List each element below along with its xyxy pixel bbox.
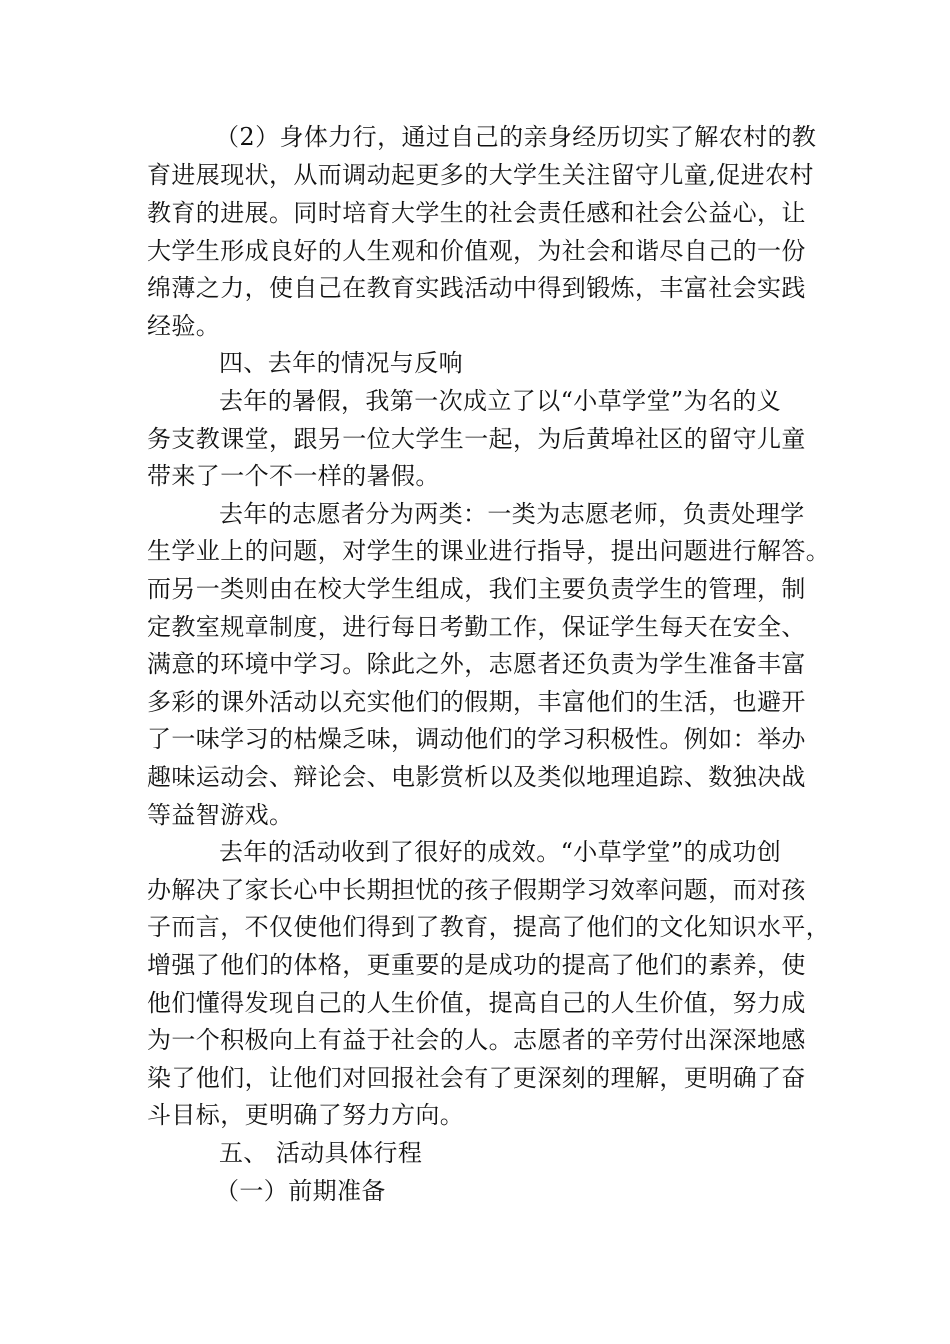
text-line: 为一个积极向上有益于社会的人。志愿者的辛劳付出深深地感 bbox=[147, 1026, 806, 1054]
text-line: 去年的暑假，我第一次成立了以“小草学堂”为名的义 bbox=[219, 387, 782, 415]
text-line: 绵薄之力，使自己在教育实践活动中得到锻炼，丰富社会实践 bbox=[147, 274, 806, 302]
text-line: 斗目标，更明确了努力方向。 bbox=[147, 1101, 465, 1129]
text-line: 育进展现状，从而调动起更多的大学生关注留守儿童,促进农村 bbox=[147, 161, 814, 189]
text-line: 他们懂得发现自己的人生价值，提高自己的人生价值，努力成 bbox=[147, 989, 806, 1017]
text-line: 多彩的课外活动以充实他们的假期，丰富他们的生活，也避开 bbox=[147, 688, 806, 716]
text-line: 生学业上的问题，对学生的课业进行指导，提出问题进行解答。 bbox=[147, 537, 831, 565]
text-line: 办解决了家长心中长期担忧的孩子假期学习效率问题，而对孩 bbox=[147, 876, 806, 904]
text-line: 去年的志愿者分为两类：一类为志愿老师，负责处理学 bbox=[219, 500, 805, 528]
text-line: 子而言，不仅使他们得到了教育，提高了他们的文化知识水平， bbox=[147, 913, 831, 941]
text-line: 大学生形成良好的人生观和价值观，为社会和谐尽自己的一份 bbox=[147, 237, 806, 265]
subsection-heading: （一）前期准备 bbox=[215, 1177, 386, 1205]
text-line: 而另一类则由在校大学生组成，我们主要负责学生的管理，制 bbox=[147, 575, 806, 603]
section-heading: 四、去年的情况与反响 bbox=[219, 349, 463, 377]
text-line: 趣味运动会、辩论会、电影赏析以及类似地理追踪、数独决战 bbox=[147, 763, 806, 791]
text-line: 满意的环境中学习。除此之外，志愿者还负责为学生准备丰富 bbox=[147, 650, 806, 678]
text-line: 定教室规章制度，进行每日考勤工作，保证学生每天在安全、 bbox=[147, 613, 806, 641]
text-line: （2）身体力行，通过自己的亲身经历切实了解农村的教 bbox=[215, 123, 817, 151]
text-line: 去年的活动收到了很好的成效。“小草学堂”的成功创 bbox=[219, 838, 782, 866]
text-line: 带来了一个不一样的暑假。 bbox=[147, 462, 440, 490]
text-line: 了一味学习的枯燥乏味，调动他们的学习积极性。例如：举办 bbox=[147, 725, 806, 753]
text-line: 增强了他们的体格，更重要的是成功的提高了他们的素养，使 bbox=[147, 951, 806, 979]
text-line: 染了他们，让他们对回报社会有了更深刻的理解，更明确了奋 bbox=[147, 1064, 806, 1092]
section-heading: 五、 活动具体行程 bbox=[219, 1139, 423, 1167]
text-line: 等益智游戏。 bbox=[147, 801, 294, 829]
text-line: 务支教课堂，跟另一位大学生一起，为后黄埠社区的留守儿童 bbox=[147, 425, 806, 453]
text-line: 教育的进展。同时培育大学生的社会责任感和社会公益心，让 bbox=[147, 199, 806, 227]
text-line: 经验。 bbox=[147, 312, 221, 340]
